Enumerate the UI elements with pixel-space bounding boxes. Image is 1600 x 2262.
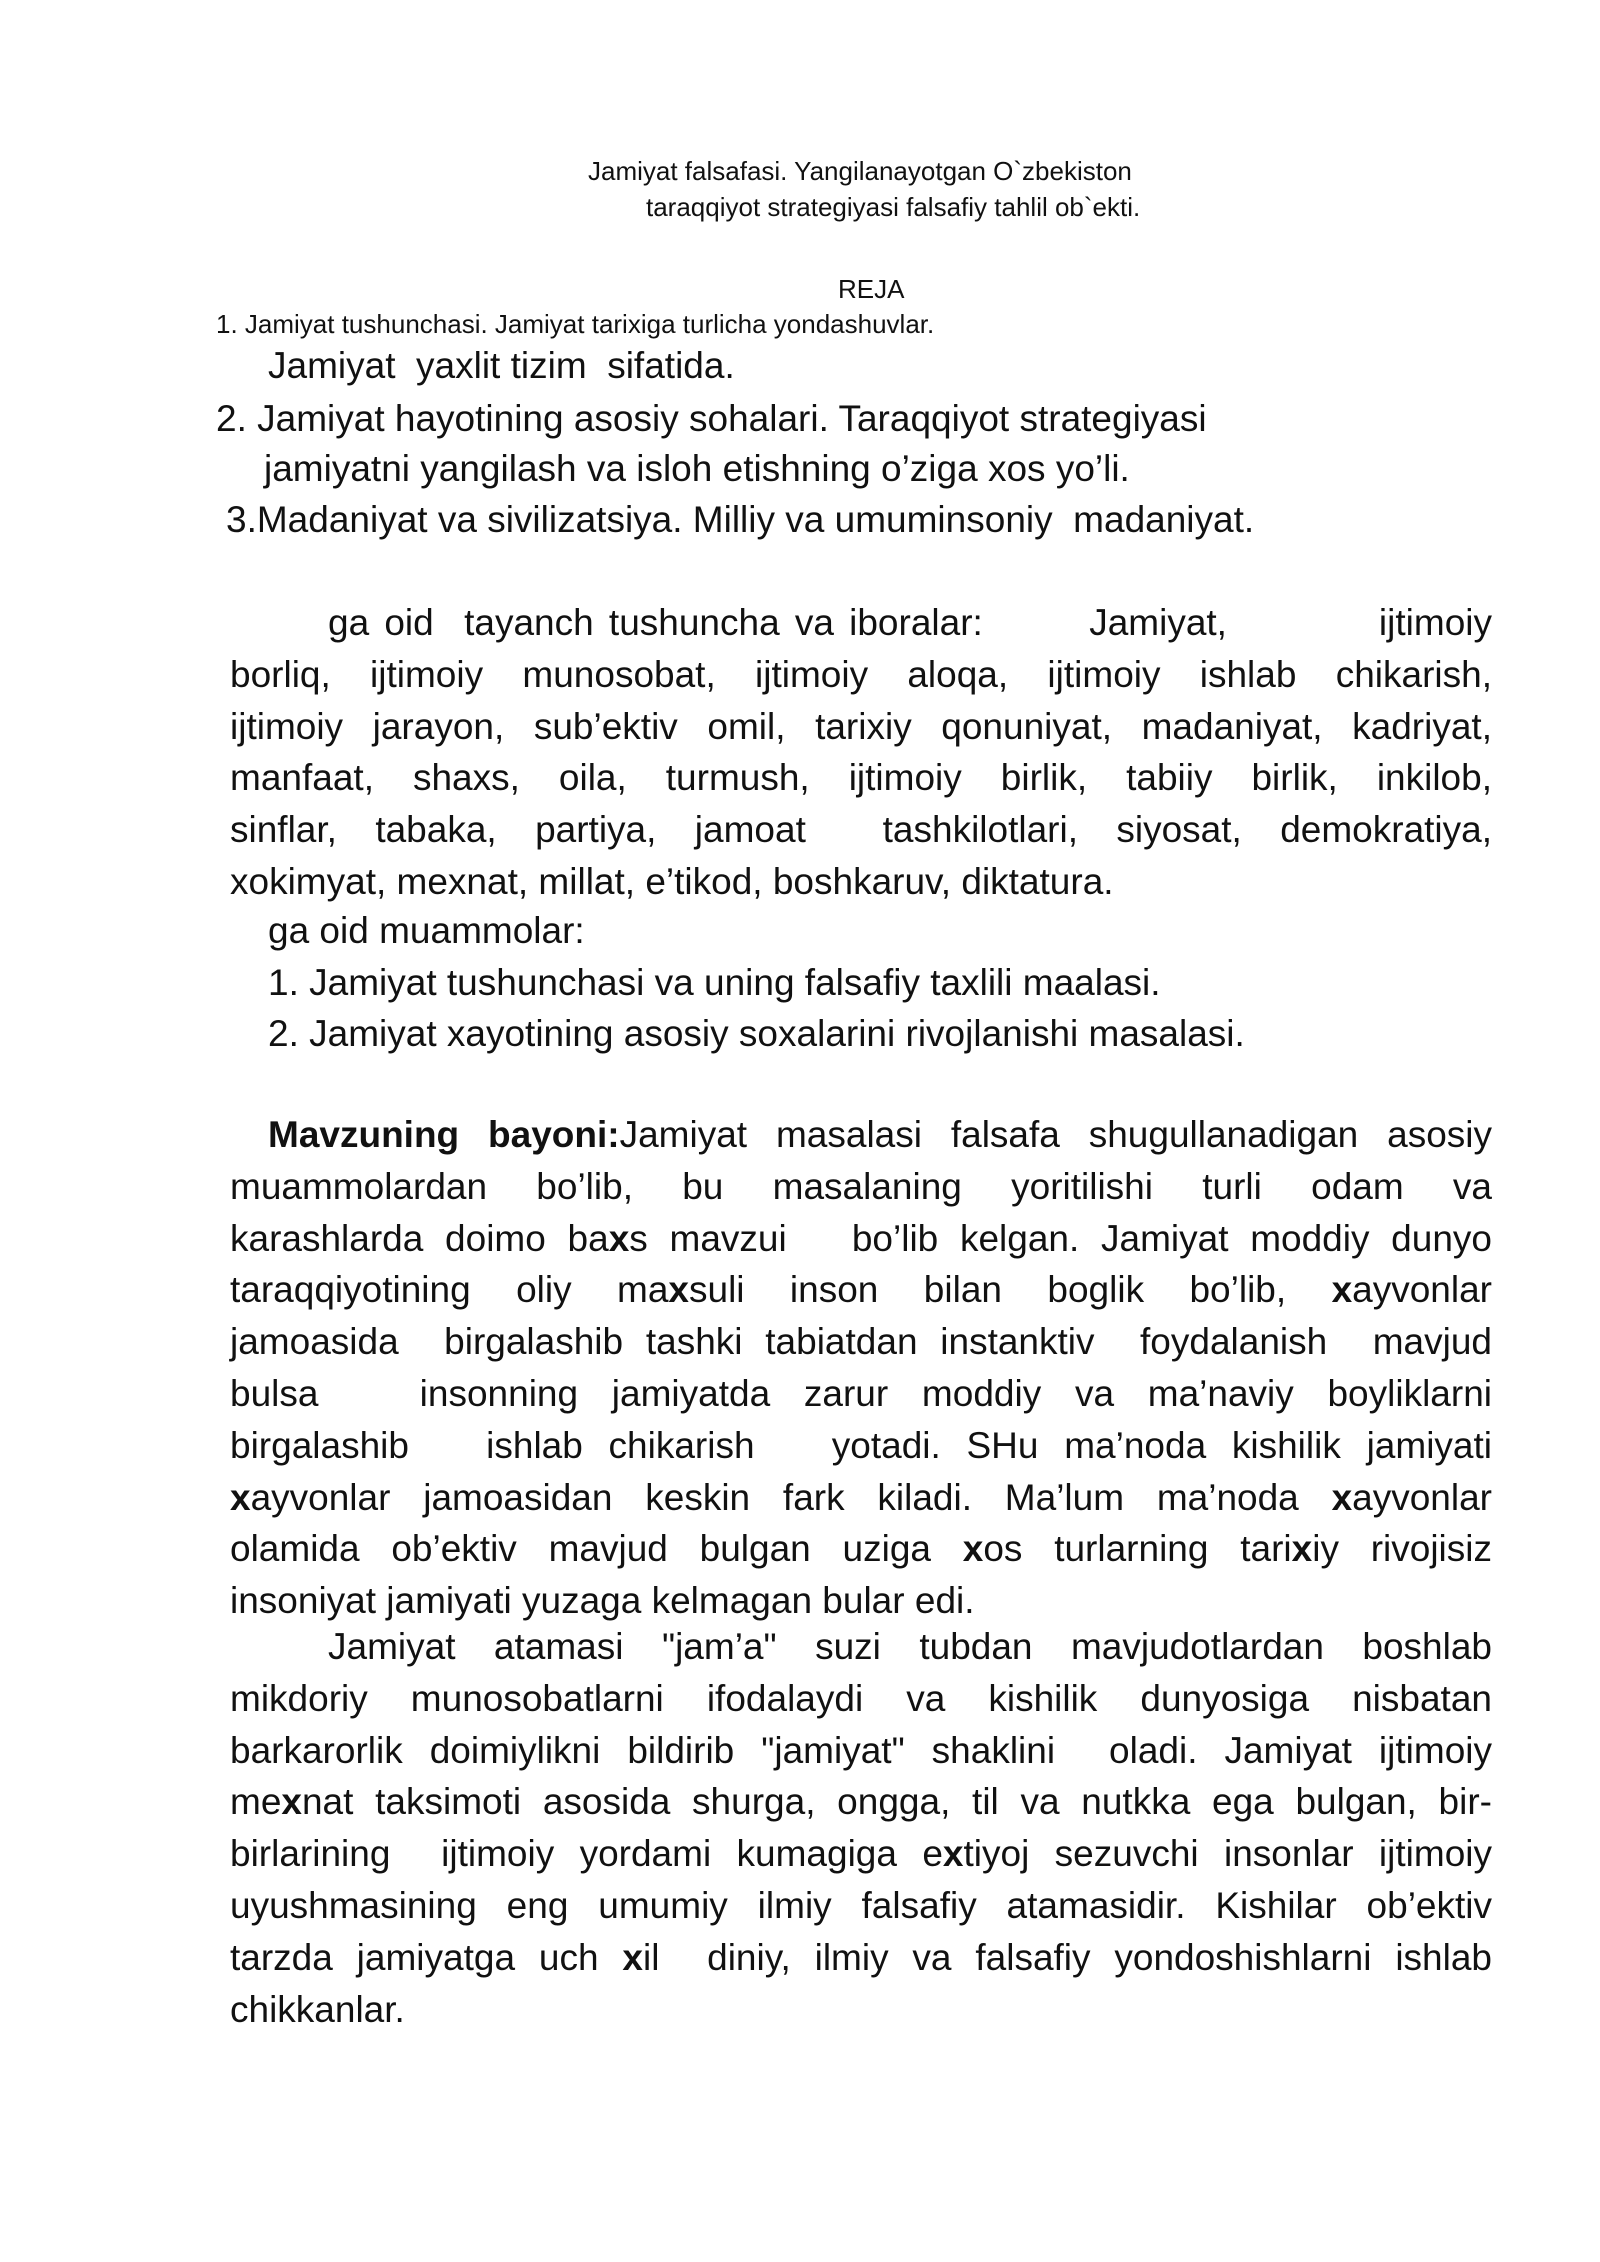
body-line: muammolardan bo’lib, bu masalaning yoritilishi turli odam va [230, 1165, 1492, 1207]
body-line: uyushmasining eng umumiy ilmiy falsafiy atamasidir. Kishilar ob’ektiv [230, 1884, 1492, 1926]
plan-heading: REJA [838, 274, 905, 304]
lead-bold: Mavzuning bayoni: [268, 1114, 620, 1155]
title-line-2: taraqqiyot strategiyasi falsafiy tahlil ob`ekti. [646, 192, 1141, 222]
concepts-line: ga oid tayanch tushuncha va iboralar: Jamiyat, ijtimoiy [328, 602, 1492, 643]
concepts-line: borliq, ijtimoiy munosobat, ijtimoiy aloqa, ijtimoiy ishlab chikarish, [230, 653, 1492, 695]
concepts-line: manfaat, shaxs, oila, turmush, ijtimoiy birlik, tabiiy birlik, inkilob, [230, 757, 1492, 799]
body-line: taraqqiyotining oliy maxsuli inson bilan boglik bo’lib, xayvonlar [230, 1269, 1493, 1311]
concepts-line: xokimyat, mexnat, millat, e’tikod, boshkaruv, diktatura. [230, 860, 1114, 902]
body-line: Jamiyat atamasi "jam’a" suzi tubdan mavjudotlardan boshlab [328, 1626, 1492, 1667]
body-line: Mavzuning bayoni:Jamiyat masalasi falsafa shugullanadigan asosiy [268, 1114, 1493, 1155]
body-line: birlarining ijtimoiy yordami kumagiga extiyoj sezuvchi insonlar ijtimoiy [230, 1833, 1492, 1875]
concepts-line: ijtimoiy jarayon, sub’ektiv omil, tarixiy qonuniyat, madaniyat, kadriyat, [230, 705, 1492, 747]
body-line: barkarorlik doimiylikni bildirib "jamiyat" shaklini oladi. Jamiyat ijtimoiy [230, 1729, 1492, 1771]
body-paragraph-2 [230, 1621, 1492, 2035]
key-concepts-paragraph [230, 597, 1492, 908]
problems-heading: ga oid muammolar: [268, 910, 585, 951]
body-line: karashlarda doimo baxs mavzui bo’lib kelgan. Jamiyat moddiy dunyo [230, 1217, 1492, 1259]
body-line: insoniyat jamiyati yuzaga kelmagan bular edi. [230, 1580, 975, 1622]
problem-item-2: 2. Jamiyat xayotining asosiy soxalarini rivojlanishi masalasi. [268, 1013, 1245, 1054]
body-line: birgalashib ishlab chikarish yotadi. SHu ma’noda kishilik jamiyati [230, 1424, 1492, 1466]
title-line-1: Jamiyat falsafasi. Yangilanayotgan O`zbekiston [588, 156, 1132, 186]
plan-item-1: 1. Jamiyat tushunchasi. Jamiyat tarixiga turlicha yondashuvlar. [216, 309, 935, 339]
plan-item-2-line-2: jamiyatni yangilash va isloh etishning o’ziga xos yo’li. [264, 448, 1130, 489]
body-line: mikdoriy munosobatlarni ifodalaydi va kishilik dunyosiga nisbatan [230, 1677, 1492, 1719]
body-paragraph-1 [230, 1109, 1492, 1627]
problem-item-1: 1. Jamiyat tushunchasi va uning falsafiy taxlili maalasi. [268, 962, 1161, 1003]
body-line: xayvonlar jamoasidan keskin fark kiladi. Ma’lum ma’noda xayvonlar [230, 1476, 1492, 1518]
body-line: bulsa insonning jamiyatda zarur moddiy va ma’naviy boyliklarni [230, 1372, 1492, 1414]
body-line: tarzda jamiyatga uch xil diniy, ilmiy va falsafiy yondoshishlarni ishlab [230, 1936, 1492, 1978]
body-line: mexnat taksimoti asosida shurga, ongga, til va nutkka ega bulgan, bir- [230, 1781, 1492, 1823]
body-line: chikkanlar. [230, 1988, 405, 2030]
body-line: jamoasida birgalashib tashki tabiatdan instanktiv foydalanish mavjud [230, 1321, 1492, 1363]
plan-item-1-continued: Jamiyat yaxlit tizim sifatida. [268, 345, 735, 386]
plan-item-3: 3.Madaniyat va sivilizatsiya. Milliy va umuminsoniy madaniyat. [226, 499, 1255, 540]
plan-item-2-line-1: 2. Jamiyat hayotining asosiy sohalari. Taraqqiyot strategiyasi [216, 398, 1207, 439]
concepts-line: sinflar, tabaka, partiya, jamoat tashkilotlari, siyosat, demokratiya, [230, 809, 1492, 851]
body-line: olamida ob’ektiv mavjud bulgan uziga xos turlarning tarixiy rivojisiz [230, 1528, 1492, 1570]
